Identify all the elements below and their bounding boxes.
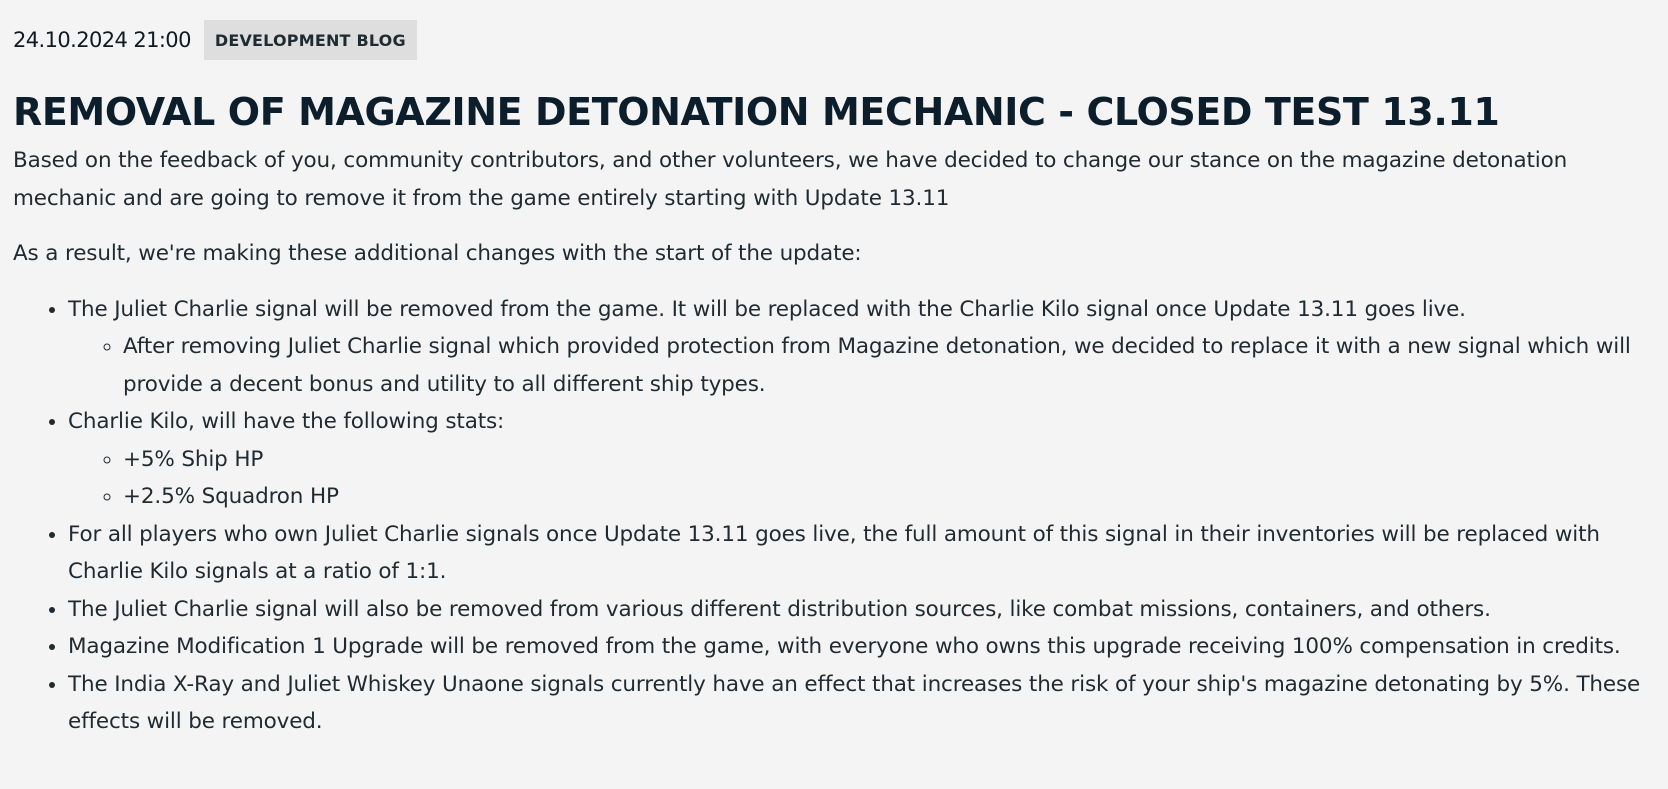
sub-list-item: ◦ +5% Ship HP (123, 441, 1653, 479)
list-item-text: The India X-Ray and Juliet Whiskey Unaone signals currently have an effect that increases the risk of your ship's magazine detonating by 5%. These effects will be removed. (68, 671, 1641, 734)
category-badge[interactable]: DEVELOPMENT BLOG (204, 20, 417, 60)
lead-paragraph: As a result, we're making these additional changes with the start of the update: (13, 241, 862, 266)
list-item (68, 591, 1653, 629)
article-meta (13, 20, 1653, 60)
list-item-text: Magazine Modification 1 Upgrade will be removed from the game, with everyone who owns this upgrade receiving 100% compensation in credits. (68, 634, 1621, 659)
sub-list-item: ◦ +2.5% Squadron HP (123, 478, 1653, 516)
list-item (68, 516, 1653, 591)
publish-date: 24.10.2024 21:00 (13, 28, 191, 52)
sub-list (68, 328, 1653, 403)
list-item (68, 403, 1653, 516)
list-item-text: The Juliet Charlie signal will be removed from the game. It will be replaced with the Charlie Kilo signal once Update 13.11 goes live. (68, 296, 1466, 322)
list-item (68, 666, 1653, 741)
sub-list-item: ◦ After removing Juliet Charlie signal which provided protection from Magazine detonation, we decided to replace it with a new signal which will provide a decent bonus and utility to all different ship types. (123, 328, 1653, 403)
list-item (68, 291, 1653, 404)
sub-list (68, 441, 1653, 516)
list-item (68, 628, 1653, 666)
article-body (13, 142, 1653, 741)
list-item-text: For all players who own Juliet Charlie signals once Update 13.11 goes live, the full amount of this signal in their inventories will be replaced with Charlie Kilo signals at a ratio of 1:1. (68, 521, 1600, 584)
article-title: REMOVAL OF MAGAZINE DETONATION MECHANIC - CLOSED TEST 13.11 (13, 90, 1500, 134)
changes-list (13, 291, 1653, 741)
list-item-text: The Juliet Charlie signal will also be removed from various different distribution sources, like combat missions, containers, and others. (68, 596, 1491, 622)
intro-paragraph: Based on the feedback of you, community contributors, and other volunteers, we have decided to change our stance on the magazine detonation mechanic and are going to remove it from the game entirely starting with Update 13.11 (13, 148, 1568, 211)
list-item-text: Charlie Kilo, will have the following stats: (68, 409, 505, 434)
